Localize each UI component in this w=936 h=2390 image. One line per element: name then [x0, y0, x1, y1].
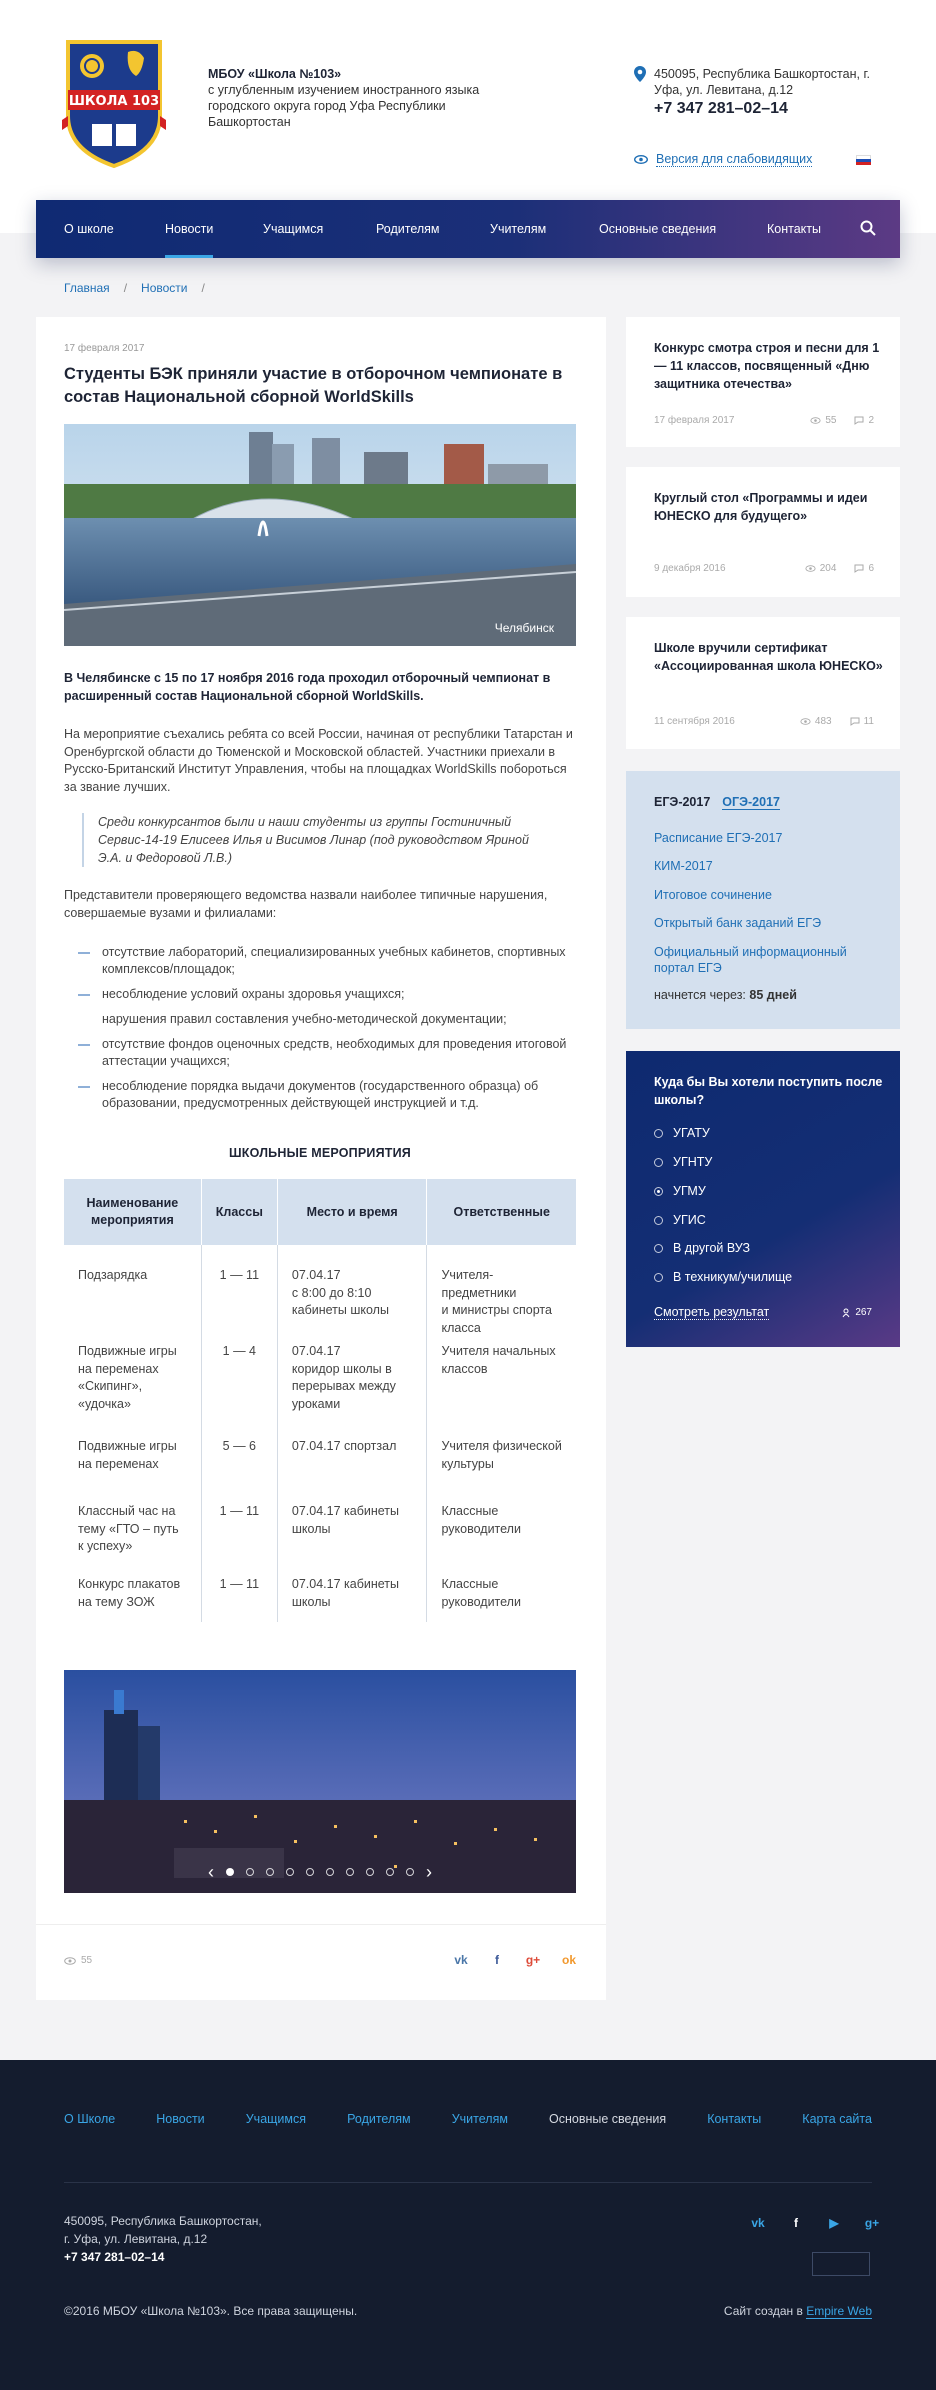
table-cell: 1 — 4 [201, 1337, 277, 1432]
poll-block [626, 1051, 900, 1347]
table-cell: Подвижные игры на переменах [78, 1439, 177, 1471]
image-caption: Челябинск [494, 621, 554, 635]
tab-oge-2017[interactable]: ОГЭ-2017 [722, 795, 780, 809]
eye-icon [64, 1957, 76, 1965]
poll-option[interactable] [654, 1126, 710, 1140]
table-cell: 1 — 11 [201, 1497, 277, 1570]
breadcrumb-separator: / [123, 281, 128, 295]
poll-option-label: УГАТУ [673, 1126, 710, 1140]
footer-address: 450095, Республика Башкортостан, г. Уфа, ул. Левитана, д.12 [64, 2214, 262, 2246]
footer-link-basic-info[interactable]: Основные сведения [549, 2112, 667, 2126]
article-paragraph: На мероприятие съехались ребята со всей России, начиная от республики Татарстан и Оренбургской области до Тюменской и Московской областей. Участники приехали в Русско-Британский Институт Управления, чтобы на площадках WorldSkills побороться за звание лучших. [64, 727, 573, 794]
list-item-text: несоблюдение условий охраны здоровья учащихся; [102, 987, 405, 1001]
comment-icon [854, 564, 864, 573]
poll-votes-count: 267 [855, 1307, 872, 1318]
news-card-views: 483 [814, 716, 832, 727]
google-plus-icon[interactable]: g+ [864, 2216, 880, 2230]
poll-option[interactable] [654, 1270, 792, 1284]
slider-dot[interactable] [386, 1868, 394, 1876]
eye-icon [800, 718, 811, 725]
article-image-city [64, 424, 576, 646]
counter-badge[interactable] [812, 2252, 870, 2276]
breadcrumb-home[interactable]: Главная [64, 281, 110, 295]
google-plus-share-icon[interactable]: g+ [525, 1953, 541, 1967]
poll-option-label: В техникум/училище [673, 1270, 793, 1284]
search-icon[interactable] [860, 220, 876, 236]
eye-icon [634, 155, 648, 164]
table-cell: 1 — 11 [201, 1245, 277, 1337]
list-item [64, 1036, 574, 1070]
tab-ege-2017[interactable]: ЕГЭ-2017 [654, 795, 711, 809]
poll-option-label: УГИС [673, 1213, 706, 1227]
table-header: Наименование мероприятия [64, 1179, 201, 1245]
slider-dot[interactable] [406, 1868, 414, 1876]
eye-icon [805, 565, 816, 572]
accessibility-label: Версия для слабовидящих [656, 152, 813, 166]
location-pin-icon [634, 66, 646, 82]
logo-text: ШКОЛА 103 [68, 94, 160, 109]
vk-icon[interactable]: vk [751, 2216, 765, 2230]
table-header: Место и время [277, 1179, 427, 1245]
table-cell: Учителя начальных классов [427, 1337, 576, 1432]
ege-link[interactable]: Расписание ЕГЭ-2017 [654, 831, 783, 845]
list-item [64, 1078, 574, 1112]
table-row [64, 1245, 576, 1337]
news-card-date: 9 декабря 2016 [654, 563, 726, 574]
slider-dot[interactable] [246, 1868, 254, 1876]
news-card-comments: 11 [863, 716, 874, 727]
news-card-views: 55 [825, 415, 837, 426]
phone[interactable]: +7 347 281–02–14 [654, 100, 788, 117]
footer-link-contacts[interactable]: Контакты [707, 2112, 762, 2126]
breadcrumb [64, 281, 205, 295]
bullet-dash [78, 952, 90, 954]
table-row [64, 1497, 576, 1570]
news-card-comments: 2 [868, 415, 874, 426]
article-quote: Среди конкурсантов были и наши студенты из группы Гостиничный Сервис-14-19 Елисеев Илья и Висимов Линар (под руководством Яриной Э.А. и Федоровой Л.В.) [82, 813, 552, 867]
poll-option[interactable] [654, 1184, 706, 1198]
breadcrumb-separator: / [201, 281, 205, 295]
poll-votes [842, 1307, 872, 1318]
ege-tabs [654, 795, 780, 810]
article-date: 17 февраля 2017 [64, 343, 145, 354]
article-lead: В Челябинске с 15 по 17 ноября 2016 года проходил отборочный чемпионат в расширенный состав Национальной сборной WorldSkills. [64, 671, 551, 703]
facebook-icon[interactable]: f [794, 2216, 798, 2230]
news-card-title[interactable]: Конкурс смотра строя и песни для 1 — 11 классов, посвященный «Дню защитника отечества» [654, 341, 880, 391]
nav-item-news[interactable]: Новости [165, 200, 213, 258]
bullet-dash [78, 994, 90, 996]
nav-item-contacts[interactable]: Контакты [767, 222, 821, 236]
site-footer [0, 2060, 936, 2390]
poll-option[interactable] [654, 1155, 712, 1169]
radio-button[interactable] [654, 1187, 663, 1196]
nav-item-teachers[interactable]: Учителям [490, 222, 547, 236]
nav-item-parents[interactable]: Родителям [376, 222, 440, 236]
org-info [208, 66, 508, 130]
list-item [64, 986, 574, 1003]
footer-link-news[interactable]: Новости [156, 2112, 205, 2126]
footer-link-sitemap[interactable]: Карта сайта [802, 2112, 872, 2126]
table-cell: Классный час на тему «ГТО – путь к успеху» [78, 1504, 179, 1553]
table-row [64, 1570, 576, 1622]
poll-results-link[interactable]: Смотреть результат [654, 1305, 770, 1319]
poll-option-label: УГМУ [673, 1184, 706, 1198]
contact-block [634, 66, 894, 117]
news-card-title[interactable]: Школе вручили сертификат «Ассоциированная школа ЮНЕСКО» [654, 641, 883, 673]
poll-option-label: В другой ВУЗ [673, 1241, 750, 1255]
table-row [64, 1337, 576, 1432]
poll-question: Куда бы Вы хотели поступить после школы? [654, 1075, 883, 1107]
main-nav [36, 200, 900, 258]
footer-link-students[interactable]: Учащимся [245, 2112, 307, 2126]
slider-dot[interactable] [366, 1868, 374, 1876]
views-counter [64, 1955, 92, 1966]
news-card[interactable] [626, 617, 900, 749]
article-footer [36, 1924, 606, 2000]
ege-link[interactable]: Открытый банк заданий ЕГЭ [654, 916, 822, 930]
table-title: ШКОЛЬНЫЕ МЕРОПРИЯТИЯ [229, 1146, 411, 1160]
table-cell: 5 — 6 [201, 1432, 277, 1497]
bullet-dash [78, 1086, 90, 1088]
slider-dot[interactable] [346, 1868, 354, 1876]
breadcrumb-news[interactable]: Новости [141, 281, 188, 295]
news-card-title[interactable]: Круглый стол «Программы и идеи ЮНЕСКО для будущего» [654, 491, 868, 523]
nav-item-basic-info[interactable]: Основные сведения [599, 222, 717, 236]
nav-item-about[interactable]: О школе [64, 222, 114, 236]
footer-phone[interactable]: +7 347 281–02–14 [64, 2250, 165, 2264]
radio-button[interactable] [654, 1216, 663, 1225]
radio-button[interactable] [654, 1273, 663, 1282]
table-cell: 07.04.17 кабинеты школы [277, 1570, 427, 1622]
slider-dot[interactable] [226, 1868, 234, 1876]
slider-pagination [64, 1862, 576, 1882]
slider-dot[interactable] [266, 1868, 274, 1876]
radio-button[interactable] [654, 1129, 663, 1138]
violations-list [64, 944, 574, 1120]
youtube-icon[interactable]: ▶ [829, 2216, 839, 2230]
news-card-comments: 6 [868, 563, 874, 574]
footer-contacts [64, 2212, 264, 2266]
list-item-text: несоблюдение порядка выдачи документов (государственного образцa) об образовании, предусмотренных действующей инструкцией и т.д. [102, 1079, 539, 1110]
chevron-right-icon[interactable]: › [426, 1862, 432, 1882]
table-cell: Подзарядка [78, 1268, 148, 1282]
vk-share-icon[interactable]: vk [454, 1953, 468, 1967]
countdown-label: начнется через: [654, 988, 746, 1002]
list-item [64, 1011, 574, 1028]
events-table [64, 1179, 576, 1622]
credit-prefix: Сайт создан в [723, 2304, 803, 2318]
list-item [64, 944, 574, 978]
ege-block [626, 771, 900, 1029]
radio-button[interactable] [654, 1158, 663, 1167]
table-header-row [64, 1179, 576, 1245]
address: 450095, Республика Башкортостан, г. Уфа, ул. Левитана, д.12 [654, 67, 870, 97]
copyright: ©2016 МБОУ «Школа №103». Все права защищены. [64, 2304, 358, 2318]
poll-option[interactable] [654, 1241, 750, 1255]
ege-countdown [654, 988, 797, 1002]
accessibility-version-link[interactable] [634, 152, 812, 167]
news-card-meta [654, 716, 874, 727]
table-cell: Классные руководители [427, 1570, 576, 1622]
russian-flag-icon[interactable] [856, 155, 871, 165]
table-cell: Учителя-предметники и министры спорта класса [427, 1245, 576, 1337]
share-buttons [450, 1949, 580, 1971]
article-paragraph: Представители проверяющего ведомства назвали наиболее типичные нарушения, совершаемые вузами и филиалами: [64, 888, 548, 920]
list-item-text: нарушения правил составления учебно-методической документации; [102, 1012, 507, 1026]
footer-nav [64, 2112, 872, 2126]
article-image-slider[interactable] [64, 1670, 576, 1893]
list-item-text: отсутствие лабораторий, специализированных учебных кабинетов, спортивных комплексов/площадок; [102, 945, 566, 976]
table-cell: Учителя физической культуры [427, 1432, 576, 1497]
ege-link[interactable]: Итоговое сочинение [654, 888, 772, 902]
news-card-views: 204 [819, 563, 837, 574]
site-credit [724, 2304, 872, 2318]
comment-icon [854, 416, 864, 425]
countdown-value: 85 дней [749, 988, 797, 1002]
facebook-share-icon[interactable]: f [495, 1953, 499, 1967]
article-title: Студенты БЭК приняли участие в отборочном чемпионате в состав Национальной сборной WorldSkills [64, 365, 563, 406]
footer-divider [64, 2182, 872, 2183]
news-card[interactable] [626, 467, 900, 597]
school-logo[interactable] [62, 38, 166, 170]
footer-social [750, 2215, 880, 2231]
site-header [0, 0, 936, 233]
poll-option-label: УГНТУ [673, 1155, 713, 1169]
footer-link-about[interactable]: О Школе [64, 2112, 116, 2126]
eye-icon [810, 417, 821, 424]
nav-item-students[interactable]: Учащимся [263, 222, 324, 236]
table-cell: Подвижные игры на переменах «Скипинг», «удочка» [78, 1344, 177, 1411]
chevron-left-icon[interactable]: ‹ [208, 1862, 214, 1882]
news-card-date: 17 февраля 2017 [654, 415, 735, 426]
bullet-dash [78, 1044, 90, 1046]
poll-option[interactable] [654, 1213, 706, 1227]
slider-dot[interactable] [306, 1868, 314, 1876]
table-row [64, 1432, 576, 1497]
list-item-text: отсутствие фондов оценочных средств, необходимых для проведения итоговой аттестации учащихся; [102, 1037, 567, 1068]
user-icon [842, 1308, 850, 1318]
news-card-meta [654, 563, 874, 574]
table-cell: 1 — 11 [201, 1570, 277, 1622]
org-desc: с углубленным изучением иностранного языка городского округа город Уфа Республики Башкортостан [208, 83, 480, 129]
footer-link-teachers[interactable]: Учителям [451, 2112, 508, 2126]
table-cell: 07.04.17 спортзал [277, 1432, 427, 1497]
comment-icon [850, 717, 860, 726]
table-cell: Конкурс плакатов на тему ЗОЖ [78, 1577, 181, 1609]
org-name: МБОУ «Школа №103» [208, 67, 342, 81]
odnoklassniki-share-icon[interactable]: ok [561, 1953, 576, 1967]
ege-link[interactable]: Официальный информационный портал ЕГЭ [654, 945, 847, 975]
news-card[interactable] [626, 317, 900, 447]
credit-link[interactable]: Empire Web [806, 2304, 872, 2318]
radio-button[interactable] [654, 1244, 663, 1253]
news-card-date: 11 сентября 2016 [654, 716, 735, 727]
news-card-meta [654, 415, 874, 426]
table-cell: 07.04.17 коридор школы в перерывах между уроками [277, 1337, 427, 1432]
footer-link-parents[interactable]: Родителям [347, 2112, 411, 2126]
table-header: Классы [201, 1179, 277, 1245]
article [36, 317, 606, 2000]
table-cell: Классные руководители [427, 1497, 576, 1570]
views-count: 55 [81, 1955, 93, 1966]
slider-dot[interactable] [326, 1868, 334, 1876]
table-header: Ответственные [427, 1179, 576, 1245]
ege-link[interactable]: КИМ-2017 [654, 859, 713, 873]
table-cell: 07.04.17 с 8:00 до 8:10 кабинеты школы [277, 1245, 427, 1337]
slider-dot[interactable] [286, 1868, 294, 1876]
table-cell: 07.04.17 кабинеты школы [277, 1497, 427, 1570]
